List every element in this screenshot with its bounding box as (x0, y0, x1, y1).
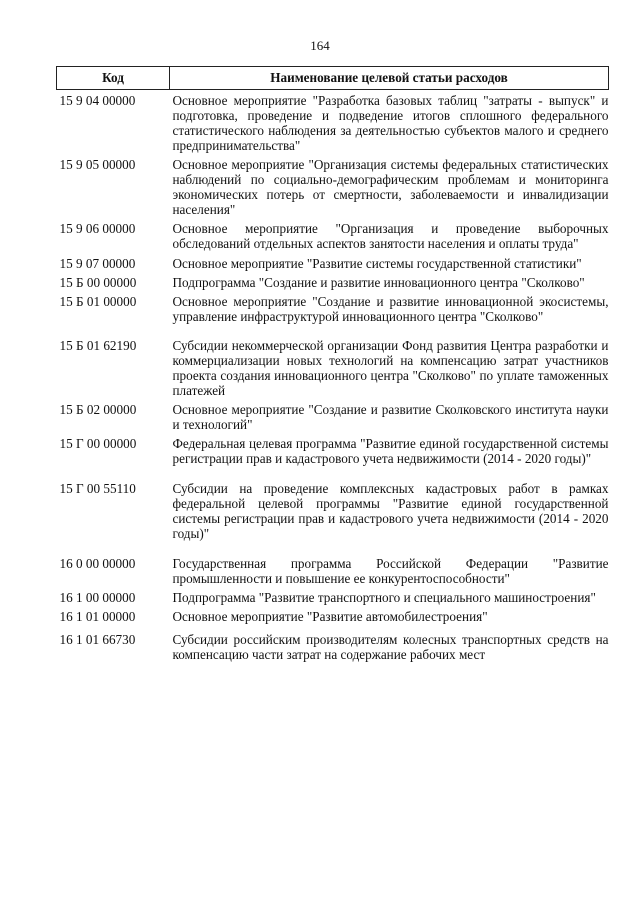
row-code: 16 1 01 66730 (59, 632, 136, 647)
table-row (57, 290, 609, 324)
table-row (57, 324, 609, 398)
row-name: Основное мероприятие "Разработка базовых таблиц "затраты - выпуск" и подготовка, проведение и подведение итогов сплошного федерального статистического наблюдения за деятельностью субъектов малого и среднего предпринимательства" (172, 93, 609, 153)
row-name: Основное мероприятие "Развитие системы государственной статистики" (172, 256, 582, 271)
row-code: 15 Б 01 00000 (59, 294, 137, 309)
row-code: 15 Г 00 00000 (59, 436, 137, 451)
table-row (57, 398, 609, 432)
table-row (57, 466, 609, 541)
row-name: Основное мероприятие "Организация системы федеральных статистических наблюдений по социально-демографическим проблемам и мониторинга экономических потерь от смертности, заболеваемости и инвалидизации населения" (172, 157, 609, 217)
row-code: 16 1 01 00000 (59, 609, 136, 624)
row-code: 15 9 06 00000 (59, 221, 136, 236)
table-header-row (57, 67, 609, 90)
table-row (57, 153, 609, 217)
row-name: Субсидии некоммерческой организации Фонд развития Центра разработки и коммерциализации новых технологий на компенсацию затрат участников проекта создания инновационного центра "Сколково" по уплате таможенных платежей (172, 338, 609, 398)
row-code: 16 0 00 00000 (59, 556, 136, 571)
row-name: Основное мероприятие "Организация и проведение выборочных обследований отдельных аспектов занятости населения и оплаты труда" (172, 221, 609, 251)
row-name: Основное мероприятие "Создание и развитие инновационной экосистемы, управление инфраструктурой инновационного центра "Сколково" (172, 294, 609, 324)
table-row (57, 432, 609, 466)
table-row (57, 90, 609, 154)
row-name: Государственная программа Российской Федерации "Развитие промышленности и повышение ее конкурентоспособности" (172, 556, 609, 586)
row-code: 15 9 07 00000 (59, 256, 136, 271)
page-number: 164 (310, 38, 330, 53)
table-row (57, 605, 609, 624)
row-code: 15 9 04 00000 (59, 93, 136, 108)
row-code: 15 Б 00 00000 (59, 275, 137, 290)
header-name: Наименование целевой статьи расходов (170, 67, 609, 90)
row-code: 15 Г 00 55110 (59, 481, 136, 496)
table-row (57, 624, 609, 662)
table-row (57, 541, 609, 586)
table-row (57, 586, 609, 605)
row-name: Подпрограмма "Создание и развитие инновационного центра "Сколково" (172, 275, 585, 290)
row-code: 15 9 05 00000 (59, 157, 136, 172)
row-name: Основное мероприятие "Создание и развитие Сколковского института науки и технологий" (172, 402, 609, 432)
table-row (57, 251, 609, 271)
row-code: 16 1 00 00000 (59, 590, 136, 605)
row-name: Федеральная целевая программа "Развитие единой государственной системы регистрации прав и кадастрового учета недвижимости (2014 - 2020 годы)" (172, 436, 609, 466)
row-code: 15 Б 02 00000 (59, 402, 137, 417)
budget-code-table (56, 66, 609, 662)
table-row (57, 217, 609, 251)
table-body (57, 90, 609, 663)
row-name: Субсидии российским производителям колесных транспортных средств на компенсацию части затрат на содержание рабочих мест (172, 632, 609, 662)
header-code: Код (57, 67, 170, 90)
row-code: 15 Б 01 62190 (59, 338, 137, 353)
row-name: Субсидии на проведение комплексных кадастровых работ в рамках федеральной целевой программы "Развитие единой государственной системы регистрации прав и кадастрового учета недвижимости (2014 - 2020 годы)" (172, 481, 609, 541)
row-name: Подпрограмма "Развитие транспортного и специального машиностроения" (172, 590, 596, 605)
table-row (57, 271, 609, 290)
row-name: Основное мероприятие "Развитие автомобилестроения" (172, 609, 488, 624)
